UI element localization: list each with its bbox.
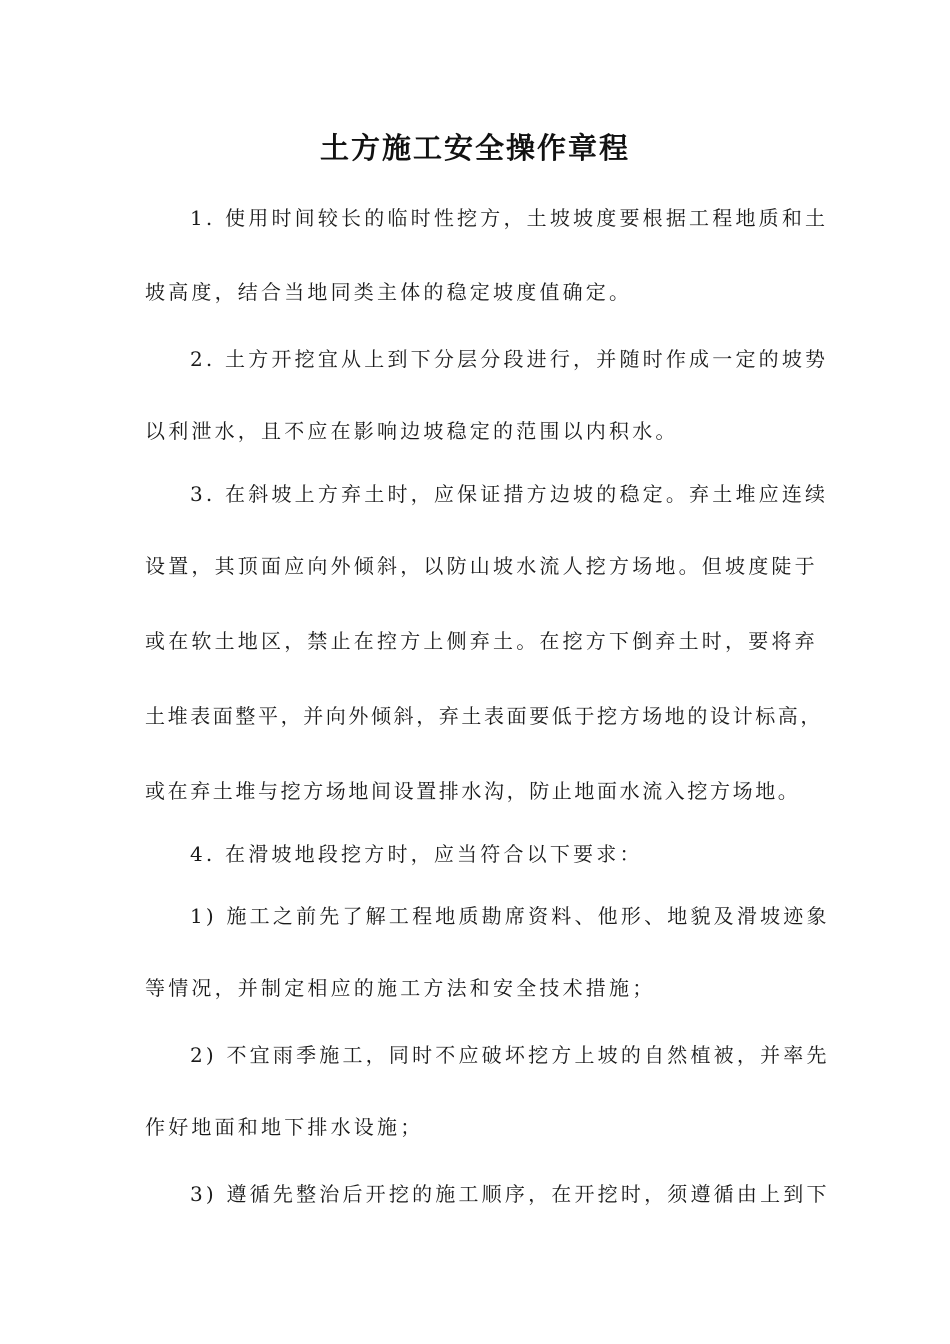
paragraph-3-line-2: 设置，其顶面应向外倾斜，以防山坡水流人挖方场地。但坡度陡于 (145, 554, 818, 578)
document-title: 土方施工安全操作章程 (319, 131, 630, 165)
paragraph-2-line-2: 以利泄水，且不应在影响边坡稳定的范围以内积水。 (145, 419, 679, 443)
item-2-line-1: 2) 不宜雨季施工，同时不应破坏挖方上坡的自然植被，并率先 (190, 1043, 830, 1067)
item-2-line-2: 作好地面和地下排水设施； (145, 1115, 424, 1139)
paragraph-3-line-3: 或在软土地区，禁止在控方上侧弃土。在挖方下倒弃土时，要将弃 (145, 629, 818, 653)
paragraph-2-line-1: 2. 土方开挖宜从上到下分层分段进行，并随时作成一定的坡势 (190, 347, 829, 371)
item-1-line-1: 1) 施工之前先了解工程地质勘席资料、他形、地貌及滑坡迹象 (190, 904, 830, 928)
paragraph-3-line-5: 或在弃土堆与挖方场地间设置排水沟，防止地面水流入挖方场地。 (145, 779, 801, 803)
paragraph-4-line-1: 4. 在滑坡地段挖方时，应当符合以下要求： (190, 842, 643, 866)
item-3-line-1: 3) 遵循先整治后开挖的施工顺序，在开挖时，须遵循由上到下 (190, 1182, 830, 1206)
paragraph-1-line-2: 坡高度，结合当地同类主体的稳定坡度值确定。 (145, 280, 633, 304)
paragraph-3-line-1: 3. 在斜坡上方弃土时，应保证措方边坡的稳定。弃土堆应连续 (190, 482, 829, 506)
paragraph-3-line-4: 土堆表面整平，并向外倾斜，弃土表面要低于挖方场地的设计标高， (145, 704, 823, 728)
paragraph-1-line-1: 1. 使用时间较长的临时性挖方，土坡坡度要根据工程地质和土 (190, 206, 829, 230)
item-1-line-2: 等情况，并制定相应的施工方法和安全技术措施； (145, 976, 656, 1000)
